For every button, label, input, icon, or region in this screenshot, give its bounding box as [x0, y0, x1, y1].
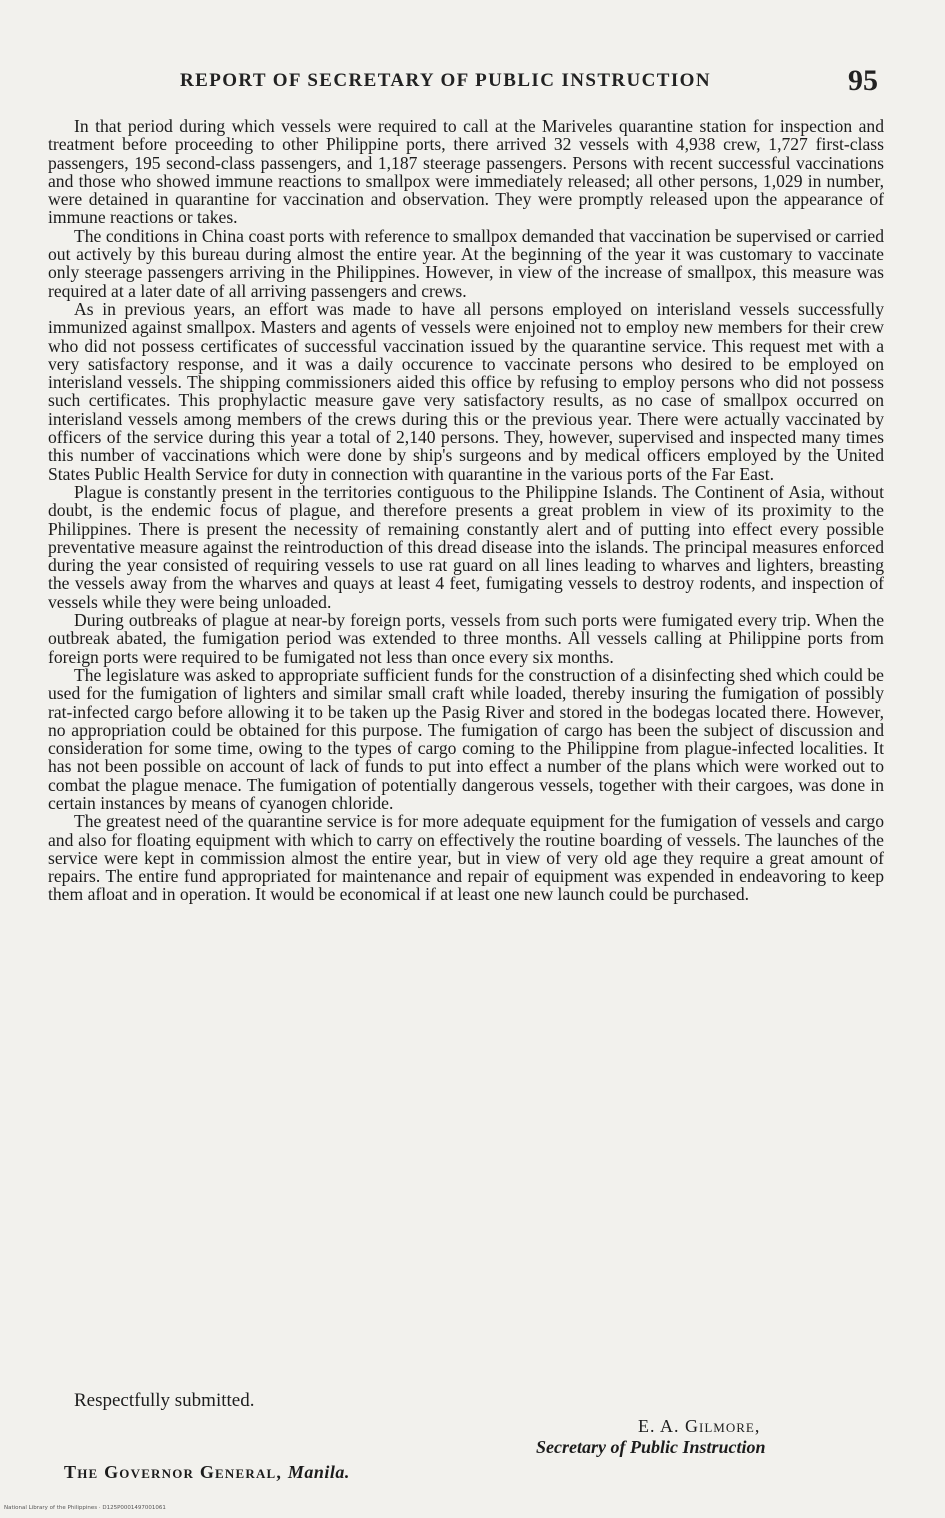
addressee-place: Manila. [287, 1462, 350, 1482]
paragraph-plague-measures: Plague is constantly present in the territories contiguous to the Philippine Islands. The Continent of Asia, without doubt, is the endemic focus of plague, and therefore presents a great problem in view of its proximity to the Philippines. There is present the necessity of remaining constantly alert and of putting into effect every possible preventative measure against the reintroduction of this dread disease into the islands. The principal measures enforced during the year consisted of requiring vessels to use rat guard on all lines leading to wharves and lighters, breasting the vessels away from the wharves and quays at least 4 feet, fumigating vessels to destroy rodents, and inspection of vessels while they were being unloaded. [48, 481, 884, 612]
paragraph-china-smallpox: The conditions in China coast ports with reference to smallpox demanded that vaccination be supervised or carried out actively by this bureau during almost the entire year. At the beginning of the year it was customary to vaccinate only steerage passengers arriving in the Philippines. However, in view of the increase of smallpox, this measure was required at a later date of all arriving passengers and crews. [48, 225, 884, 301]
running-head [0, 64, 945, 108]
report-body [48, 117, 884, 904]
paragraph-interisland-immunization: As in previous years, an effort was made to have all persons employed on interisland vessels successfully immunized against smallpox. Masters and agents of vessels were enjoined not to employ new members for their crew who did not possess certificates of successful vaccination issued by the quarantine service. This request met with a very satisfactory response, and it was a daily occurence to vaccinate persons who desired to be employed on interisland vessels. The shipping commissioners aided this office by refusing to employ persons who did not possess such certificates. This prophylactic measure gave very satisfactory results, as no case of smallpox occurred on interisland vessels among members of the crews during this or the previous year. There were actually vaccinated by officers of the service during this year a total of 2,140 persons. They, however, supervised and inspected many times this number of vaccinations which were done by ship's surgeons and by medical officers employed by the United States Public Health Service for duty in connection with quarantine in the various ports of the Far East. [48, 298, 884, 484]
paragraph-mariveles-quarantine: In that period during which vessels were required to call at the Mariveles quarantine station for inspection and treatment before proceeding to other Philippine ports, there arrived 32 vessels with 4,938 crew, 1,727 first-class passengers, 195 second-class passengers, and 1,187 steerage passengers. Persons with recent successful vaccinations and those who showed immune reactions to smallpox were immediately released; all other persons, 1,029 in number, were detained in quarantine for vaccination and observation. They were promptly released upon the appearance of immune reactions or takes. [48, 116, 884, 228]
signer-name: E. A. Gilmore, [638, 1416, 761, 1436]
source-watermark: National Library of the Philippines · D125P0001497001061 [4, 1505, 166, 1511]
addressee [64, 1462, 350, 1483]
paragraph-disinfecting-shed: The legislature was asked to appropriate sufficient funds for the construction of a disinfecting shed which could be used for the fumigation of lighters and similar small craft while loaded, thereby insuring the fumigation of possibly rat-infected cargo before allowing it to be taken up the Pasig River and stored in the bodegas located there. However, no appropriation could be obtained for this purpose. The fumigation of cargo has been the subject of discussion and consideration for some time, owing to the types of cargo coming to the Philippine from plague-infected localities. It has not been possible on account of lack of funds to put into effect a number of the plans which were worked out to combat the plague menace. The fumigation of potentially dangerous vessels, together with their cargoes, was done in certain instances by means of cyanogen chloride. [48, 664, 884, 813]
page-number: 95 [848, 64, 878, 97]
closing-salutation: Respectfully submitted. [74, 1390, 255, 1411]
signer-title: Secretary of Public Instruction [536, 1437, 766, 1457]
addressee-name: The Governor General, [64, 1462, 283, 1482]
running-title: REPORT OF SECRETARY OF PUBLIC INSTRUCTION [180, 70, 711, 91]
paragraph-equipment-needs: The greatest need of the quarantine service is for more adequate equipment for the fumigation of vessels and cargo and also for floating equipment with which to carry on effectively the routine boarding of vessels. The launches of the service were kept in commission almost the entire year, but in view of very old age they require a great amount of repairs. The entire fund appropriated for maintenance and repair of equipment was expended in endeavoring to keep them afloat and in operation. It would be economical if at least one new launch could be purchased. [48, 811, 884, 905]
paragraph-plague-outbreaks: During outbreaks of plague at near-by foreign ports, vessels from such ports were fumigated every trip. When the outbreak abated, the fumigation period was extended to three months. All vessels calling at Philippine ports from foreign ports were required to be fumigated not less than once every six months. [48, 610, 884, 667]
